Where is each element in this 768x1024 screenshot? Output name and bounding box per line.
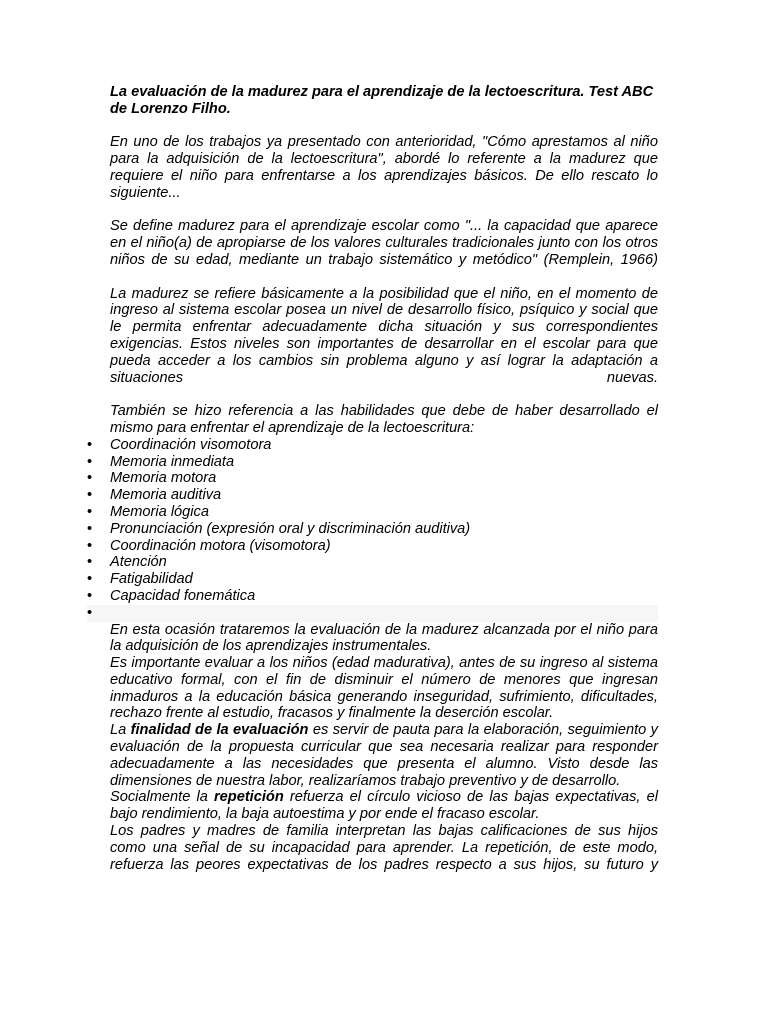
bullet-icon: • bbox=[87, 503, 93, 520]
list-item: • Fatigabilidad bbox=[87, 571, 193, 588]
list-item: • Memoria auditiva bbox=[87, 487, 222, 504]
list-item: • Coordinación motora (visomotora) bbox=[87, 537, 331, 554]
list-item-empty bbox=[87, 605, 658, 622]
bullet-icon: • bbox=[87, 520, 93, 537]
paragraph-6: Es importante evaluar a los niños (edad madurativa), antes de su ingreso al sistema educativo formal, con el fin de disminuir el número de menores que ingresan inmaduros a la educación básica generando inseguridad, sufrimiento, dificultades, rechazo frente al estudio, fracasos y finalmente la deserción escolar. bbox=[110, 655, 658, 722]
bullet-icon: • bbox=[87, 604, 93, 621]
document-page bbox=[87, 84, 658, 873]
paragraph-3: La madurez se refiere básicamente a la posibilidad que el niño, en el momento de ingreso al sistema escolar posea un nivel de desarrollo físico, psíquico y social que le permita enfrentar adecuadamente dicha situación y sus correspondientes exigencias. Estos niveles son importantes de desarrollar en el escolar para que pueda acceder a los cambios sin problema alguno y así lograr la adaptación a situaciones nuevas. bbox=[110, 285, 658, 386]
paragraph-1: En uno de los trabajos ya presentado con anterioridad, "Cómo aprestamos al niño para la adquisición de la lectoescritura", abordé lo referente a la madurez que requiere el niño para enfrentarse a los aprendizajes básicos. De ello rescato lo siguiente... bbox=[110, 134, 658, 201]
bullet-icon: • bbox=[87, 554, 93, 571]
paragraph-9: Los padres y madres de familia interpretan las bajas calificaciones de sus hijos como una señal de su incapacidad para aprender. La repetición, de este modo, refuerza las peores expectativas de los padres respecto a sus hijos, su futuro y bbox=[110, 823, 658, 873]
paragraph-7: La finalidad de la evaluación es servir de pauta para la elaboración, seguimiento y evaluación de la propuesta curricular que sea necesaria realizar para responder adecuadamente a las necesidades que presenta el alumno. Visto desde las dimensiones de nuestra labor, realizaríamos trabajo preventivo y de desarrollo. bbox=[110, 722, 658, 789]
bullet-icon: • bbox=[87, 571, 93, 588]
list-item: • Memoria inmediata bbox=[87, 453, 235, 470]
list-item: • Coordinación visomotora bbox=[87, 436, 272, 453]
list-item: • Memoria lógica bbox=[87, 503, 209, 520]
bold-phrase: repetición bbox=[214, 789, 284, 806]
list-item: • Pronunciación (expresión oral y discriminación auditiva) bbox=[87, 520, 471, 537]
paragraph-8: Socialmente la repetición refuerza el círculo vicioso de las bajas expectativas, el bajo rendimiento, la baja autoestima y por ende el fracaso escolar. bbox=[110, 789, 658, 823]
bullet-icon: • bbox=[87, 487, 93, 504]
list-item: • Atención bbox=[87, 554, 167, 571]
bullet-icon: • bbox=[87, 587, 93, 604]
paragraph-4: También se hizo referencia a las habilidades que debe de haber desarrollado el mismo para enfrentar el aprendizaje de la lectoescritura: bbox=[110, 403, 658, 436]
paragraph-2: Se define madurez para el aprendizaje escolar como "... la capacidad que aparece en el niño(a) de apropiarse de los valores culturales tradicionales junto con los otros niños de su edad, mediante un trabajo sistemático y metódico" (Remplein, 1966) bbox=[110, 218, 658, 268]
paragraph-5: En esta ocasión trataremos la evaluación de la madurez alcanzada por el niño para la adquisición de los aprendizajes instrumentales. bbox=[110, 621, 658, 655]
bullet-icon: • bbox=[87, 436, 93, 453]
bullet-icon: • bbox=[87, 453, 93, 470]
list-item: • Capacidad fonemática bbox=[87, 587, 256, 604]
bold-phrase: finalidad de la evaluación bbox=[130, 722, 309, 739]
bullet-icon: • bbox=[87, 537, 93, 554]
bullet-icon: • bbox=[87, 470, 93, 487]
document-title: La evaluación de la madurez para el aprendizaje de la lectoescritura. Test ABC de Lorenzo Filho. bbox=[110, 84, 654, 117]
skills-list bbox=[87, 436, 658, 622]
list-item: • Memoria motora bbox=[87, 470, 217, 487]
